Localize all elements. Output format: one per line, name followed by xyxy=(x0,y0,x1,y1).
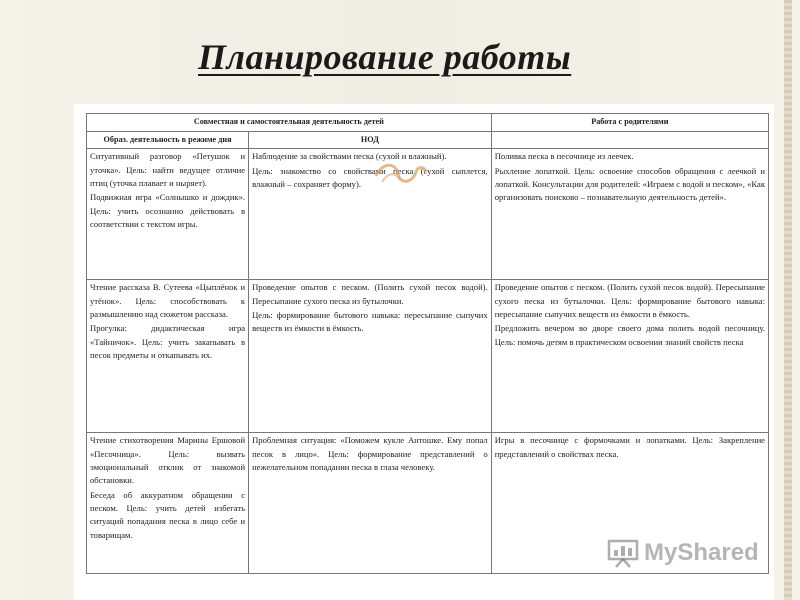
subheader-empty xyxy=(491,131,768,149)
cell-paragraph: Проведение опытов с песком. (Полить сухой песок водой). Пересыпание сухого песка из бутылочки. Цель: формирование бытового навыка: пересыпание сыпучих веществ из ёмкости в ёмкость. xyxy=(494,282,765,320)
cell-paragraph: Цель: формирование бытового навыка: пересыпание сыпучих веществ из ёмкости в ёмкость. xyxy=(252,310,488,334)
header-parents: Работа с родителями xyxy=(491,114,768,132)
cell-paragraph: Подвижная игра «Солнышко и дождик». Цель: учить осознанно действовать в соответствии с текстом игры. xyxy=(90,192,246,229)
cell-paragraph: Прогулка: дидактическая игра «Тайничок». Цель: учить закапывать в песок предметы и откапывать их. xyxy=(90,323,246,360)
cell-paragraph: Игры в песочнице с формочками и лопатками. Цель: Закрепление представлений о свойствах песка. xyxy=(494,435,765,459)
decorative-swirl-icon xyxy=(372,158,430,188)
table-cell xyxy=(87,433,249,574)
watermark xyxy=(606,537,759,569)
header-row xyxy=(87,114,769,132)
cell-paragraph: Цель: знакомство со свойствами песка (сухой сыплется, влажный – сохраняет форму). xyxy=(252,165,488,190)
cell-paragraph: Проведение опытов с песком. (Полить сухой песок водой). Пересыпание сухого песка из бутылочки. xyxy=(252,282,488,306)
decorative-side-bar xyxy=(784,0,792,600)
table-cell xyxy=(249,433,492,574)
table-cell xyxy=(249,280,492,433)
table-cell xyxy=(87,280,249,433)
page-title: Планирование работы xyxy=(198,37,572,77)
cell-paragraph: Наблюдение за свойствами песка (сухой и влажный). xyxy=(252,151,447,162)
cell-paragraph: Чтение стихотворения Марины Ершовой «Песочница». Цель: вызвать эмоциональный отклик от знакомой обстановки. xyxy=(90,435,246,486)
subheader-edu-activity: Образ. деятельность в режиме дня xyxy=(87,131,249,149)
table-cell xyxy=(491,149,768,280)
cell-paragraph: Чтение рассказа В. Сутеева «Цыплёнок и утёнок». Цель: способствовать к размышлению над сюжетом рассказа. xyxy=(90,282,246,320)
cell-paragraph: Рыхление лопаткой. Цель: освоение способов обращения с леечкой и лопаткой. Консультации для родителей: «Играем с водой и песком», «Как организовать поисково – познавательную деятельность детей». xyxy=(494,165,765,203)
cell-paragraph: Поливка песка в песочнице из леечек. xyxy=(494,151,634,162)
cell-paragraph: Проблемная ситуация: «Поможем кукле Антошке. Ему попал песок в лицо». Цель: формирование представлений о нежелательном попадании песка в глаза человеку. xyxy=(252,435,488,473)
presentation-board-icon xyxy=(606,537,640,569)
cell-paragraph: Ситуативный разговор «Петушок и уточка». Цель: найти ведущее отличие птиц (уточка плавает и ныряет). xyxy=(90,151,246,189)
table-cell xyxy=(87,149,249,280)
table-row xyxy=(87,280,769,433)
header-joint-activity: Совместная и самостоятельная деятельность детей xyxy=(87,114,492,132)
watermark-text: MyShared xyxy=(644,539,759,566)
subheader-nod: НОД xyxy=(249,131,492,149)
cell-paragraph: Предложить вечером во дворе своего дома полить водой песочницу. Цель: помочь детям в практическом освоении знаний свойств песка xyxy=(494,323,765,347)
table-cell xyxy=(249,149,492,280)
cell-paragraph: Беседа об аккуратном обращении с песком. Цель: учить детей избегать ситуаций попадания песка в лицо себе и товарищам. xyxy=(90,489,246,540)
table-cell xyxy=(491,280,768,433)
subheader-row xyxy=(87,131,769,149)
